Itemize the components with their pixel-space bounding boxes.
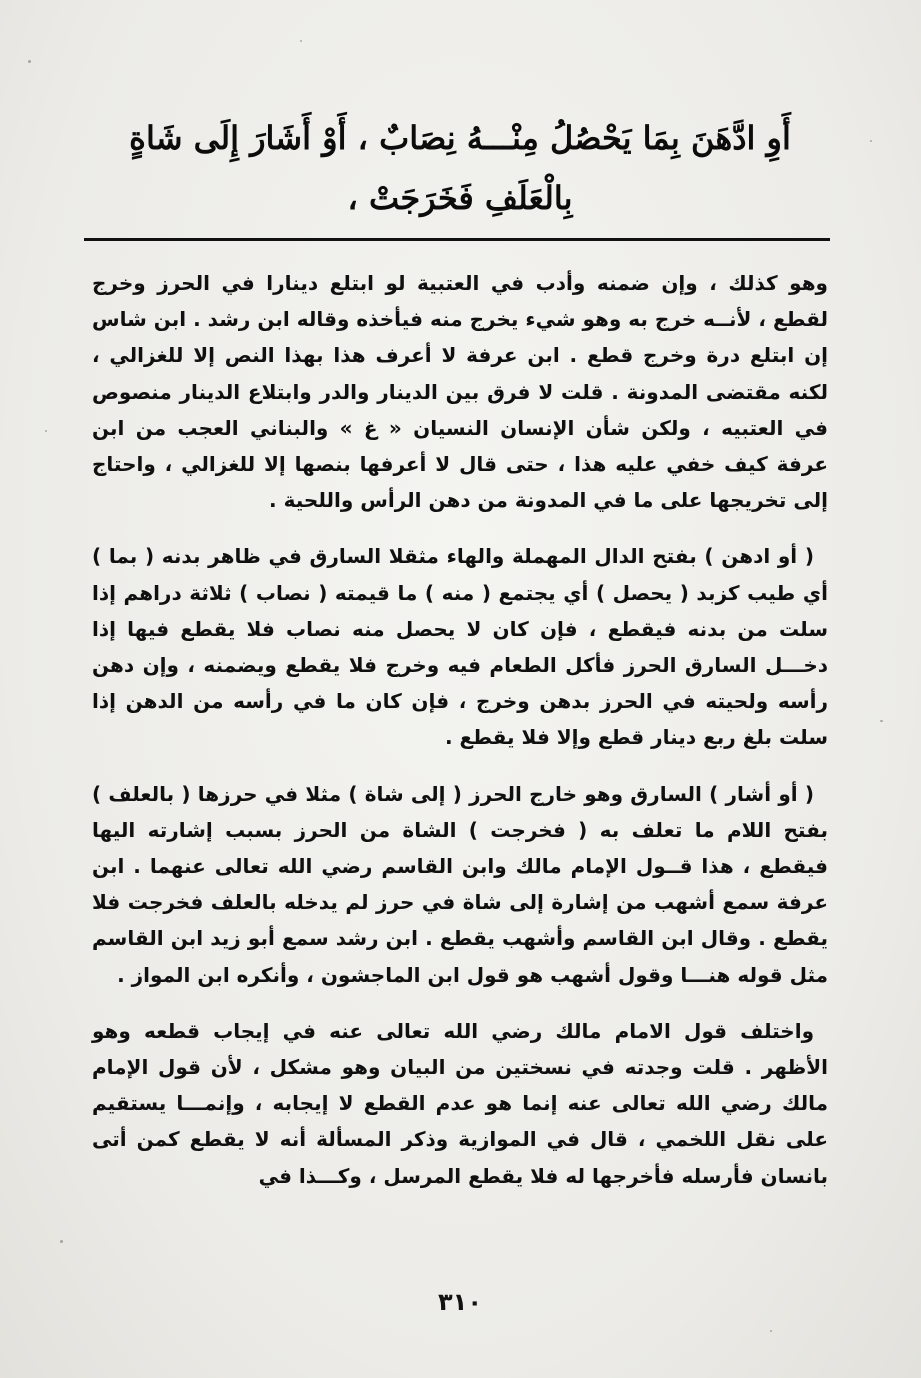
print-speck	[45, 430, 47, 432]
print-speck	[880, 720, 883, 722]
verse-line-2: بِالْعَلَفِ فَخَرَجَتْ ،	[347, 179, 573, 217]
commentary-paragraph-1: وهو كذلك ، وإن ضمنه وأدب في العتبية لو ابتلع دينارا في الحرز وخرج لقطع ، لأنــه خرج به وهو شيء يخرج منه فيأخذه وقاله ابن رشد . ابن شاس إن ابتلع درة وخرج قطع . ابن عرفة لا أعرف هذا بهذا النص إلا للغزالي ، لكنه مقتضى المدونة . قلت لا فرق بين الدينار والدر وابتلاع الدينار منصوص في العتبيه ، ولكن شأن الإنسان النسيان « غ » والبناني العجب من ابن عرفة كيف خفي عليه هذا ، حتى قال لا أعرفها بنصها إلا للغزالي ، واحتاج إلى تخريجها على ما في المدونة من دهن الرأس واللحية .	[92, 271, 828, 513]
print-speck	[300, 40, 302, 42]
verse-line-1: أَوِ ادَّهَنَ بِمَا يَحْصُلُ مِنْـــهُ نِصَابٌ ، أَوْ أَشَارَ إِلَى شَاةٍ	[129, 119, 791, 157]
print-speck	[870, 140, 872, 142]
print-speck	[28, 60, 31, 63]
print-speck	[770, 1330, 772, 1332]
commentary-paragraph-2: ( أو ادهن ) بفتح الدال المهملة والهاء مثقلا السارق في ظاهر بدنه ( بما ) أي طيب كزبد ( يحصل ) أي يجتمع ( منه ) ما قيمته ( نصاب ) ثلاثة دراهم إذا سلت من بدنه فيقطع ، فإن كان لا يحصل منه نصاب فلا يقطع فيها إذا دخـــل السارق الحرز فأكل الطعام فيه وخرج فلا يقطع ويضمنه ، وإن دهن رأسه ولحيته في الحرز بدهن وخرج ، فإن كان ما في رأسه من الدهن إذا سلت بلغ ربع دينار قطع وإلا فلا يقطع .	[92, 544, 828, 750]
separator-rule	[84, 238, 830, 241]
commentary-paragraph-3: ( أو أشار ) السارق وهو خارج الحرز ( إلى شاة ) مثلا في حرزها ( بالعلف ) بفتح اللام ما تعلف به ( فخرجت ) الشاة من الحرز بسبب إشارته اليها فيقطع ، هذا قــول الإمام مالك وابن القاسم رضي الله تعالى عنهما . ابن عرفة سمع أشهب من إشارة إلى شاة في حرز لم يدخله بالعلف فخرجت فلا يقطع . وقال ابن القاسم وأشهب يقطع . ابن رشد سمع أبو زيد ابن القاسم مثل قوله هنـــا وقول أشهب هو قول ابن الماجشون ، وأنكره ابن المواز .	[92, 781, 828, 987]
verse-text	[90, 108, 830, 228]
print-speck	[60, 1240, 63, 1243]
commentary-paragraph-4: واختلف قول الامام مالك رضي الله تعالى عنه في إيجاب قطعه وهو الأظهر . قلت وجدته في نسختين من البيان وهو مشكل ، لأن قول الإمام مالك رضي الله تعالى عنه إنما هو عدم القطع لا إيجابه ، وإنمـــا يستقيم على نقل اللخمي ، قال في الموازية وذكر المسألة أنه لا يقطع كمن أتى بانسان فأرسله فأخرجها له فلا يقطع المرسل ، وكـــذا في	[92, 1018, 828, 1188]
commentary-text	[92, 265, 828, 1214]
page-number: ٣١٠	[438, 1288, 482, 1316]
